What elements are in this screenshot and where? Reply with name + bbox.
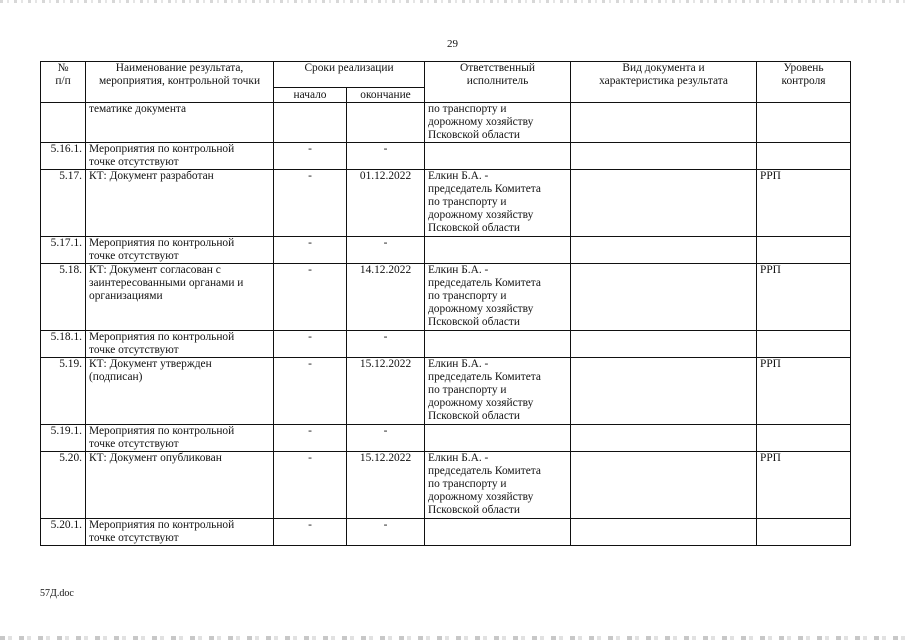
cell-name: КТ: Документ разработан	[86, 170, 274, 237]
cell-control	[757, 103, 851, 143]
cell-num: 5.18.	[41, 264, 86, 331]
cell-doc-type	[571, 358, 757, 425]
cell-num: 5.17.	[41, 170, 86, 237]
cell-name: Мероприятия по контрольной точке отсутствуют	[86, 143, 274, 170]
cell-start: -	[274, 143, 347, 170]
table-row	[41, 452, 851, 519]
cell-responsible	[425, 519, 571, 546]
table-row	[41, 358, 851, 425]
cell-responsible	[425, 425, 571, 452]
cell-doc-type	[571, 519, 757, 546]
cell-end: 01.12.2022	[347, 170, 425, 237]
cell-name: Мероприятия по контрольной точке отсутствуют	[86, 331, 274, 358]
cell-name: КТ: Документ опубликован	[86, 452, 274, 519]
cell-num: 5.19.1.	[41, 425, 86, 452]
page-number: 29	[447, 38, 458, 50]
table-row	[41, 425, 851, 452]
cell-control	[757, 143, 851, 170]
cell-num: 5.20.	[41, 452, 86, 519]
table-row	[41, 237, 851, 264]
cell-end: -	[347, 331, 425, 358]
cell-doc-type	[571, 425, 757, 452]
header-num: № п/п	[41, 62, 86, 103]
cell-num: 5.17.1.	[41, 237, 86, 264]
header-terms: Сроки реализации	[274, 62, 425, 88]
cell-doc-type	[571, 452, 757, 519]
cell-doc-type	[571, 103, 757, 143]
cell-responsible: Елкин Б.А. - председатель Комитета по транспорту и дорожному хозяйству Псковской области	[425, 170, 571, 237]
cell-responsible: Елкин Б.А. - председатель Комитета по транспорту и дорожному хозяйству Псковской области	[425, 264, 571, 331]
cell-end	[347, 103, 425, 143]
cell-doc-type	[571, 264, 757, 331]
header-name: Наименование результата, мероприятия, контрольной точки	[86, 62, 274, 103]
cell-name: Мероприятия по контрольной точке отсутствуют	[86, 519, 274, 546]
cell-num: 5.20.1.	[41, 519, 86, 546]
cell-end: 15.12.2022	[347, 358, 425, 425]
cell-start: -	[274, 264, 347, 331]
cell-control	[757, 425, 851, 452]
table-row	[41, 143, 851, 170]
cell-responsible: по транспорту и дорожному хозяйству Псковской области	[425, 103, 571, 143]
results-table	[40, 61, 851, 546]
cell-end: -	[347, 143, 425, 170]
cell-num	[41, 103, 86, 143]
cell-num: 5.18.1.	[41, 331, 86, 358]
table-row	[41, 264, 851, 331]
cell-responsible	[425, 331, 571, 358]
cell-start: -	[274, 331, 347, 358]
cell-num: 5.16.1.	[41, 143, 86, 170]
cell-name: КТ: Документ согласован с заинтересованными органами и организациями	[86, 264, 274, 331]
cell-control	[757, 331, 851, 358]
header-responsible: Ответственный исполнитель	[425, 62, 571, 103]
cell-end: -	[347, 237, 425, 264]
cell-end: -	[347, 425, 425, 452]
cell-name: Мероприятия по контрольной точке отсутствуют	[86, 237, 274, 264]
table-row	[41, 103, 851, 143]
cell-start	[274, 103, 347, 143]
table-row	[41, 519, 851, 546]
cell-end: -	[347, 519, 425, 546]
cell-start: -	[274, 452, 347, 519]
cell-control: РРП	[757, 452, 851, 519]
cell-doc-type	[571, 331, 757, 358]
header-control: Уровень контроля	[757, 62, 851, 103]
cell-start: -	[274, 358, 347, 425]
header-start: начало	[274, 88, 347, 103]
scan-edge-top	[0, 0, 905, 3]
cell-start: -	[274, 237, 347, 264]
cell-doc-type	[571, 170, 757, 237]
cell-control: РРП	[757, 358, 851, 425]
cell-control	[757, 519, 851, 546]
cell-doc-type	[571, 143, 757, 170]
file-name: 57Д.doc	[40, 588, 74, 599]
cell-responsible	[425, 143, 571, 170]
cell-name: тематике документа	[86, 103, 274, 143]
cell-control: РРП	[757, 170, 851, 237]
cell-responsible: Елкин Б.А. - председатель Комитета по транспорту и дорожному хозяйству Псковской области	[425, 358, 571, 425]
cell-name: Мероприятия по контрольной точке отсутствуют	[86, 425, 274, 452]
cell-start: -	[274, 425, 347, 452]
cell-control: РРП	[757, 264, 851, 331]
cell-start: -	[274, 170, 347, 237]
cell-responsible	[425, 237, 571, 264]
cell-end: 14.12.2022	[347, 264, 425, 331]
header-doc-type: Вид документа и характеристика результата	[571, 62, 757, 103]
table-body	[41, 103, 851, 546]
cell-start: -	[274, 519, 347, 546]
table-row	[41, 170, 851, 237]
cell-num: 5.19.	[41, 358, 86, 425]
table-row	[41, 331, 851, 358]
cell-doc-type	[571, 237, 757, 264]
cell-name: КТ: Документ утвержден (подписан)	[86, 358, 274, 425]
header-end: окончание	[347, 88, 425, 103]
cell-control	[757, 237, 851, 264]
cell-responsible: Елкин Б.А. - председатель Комитета по транспорту и дорожному хозяйству Псковской области	[425, 452, 571, 519]
cell-end: 15.12.2022	[347, 452, 425, 519]
scan-edge-bottom	[0, 636, 905, 640]
